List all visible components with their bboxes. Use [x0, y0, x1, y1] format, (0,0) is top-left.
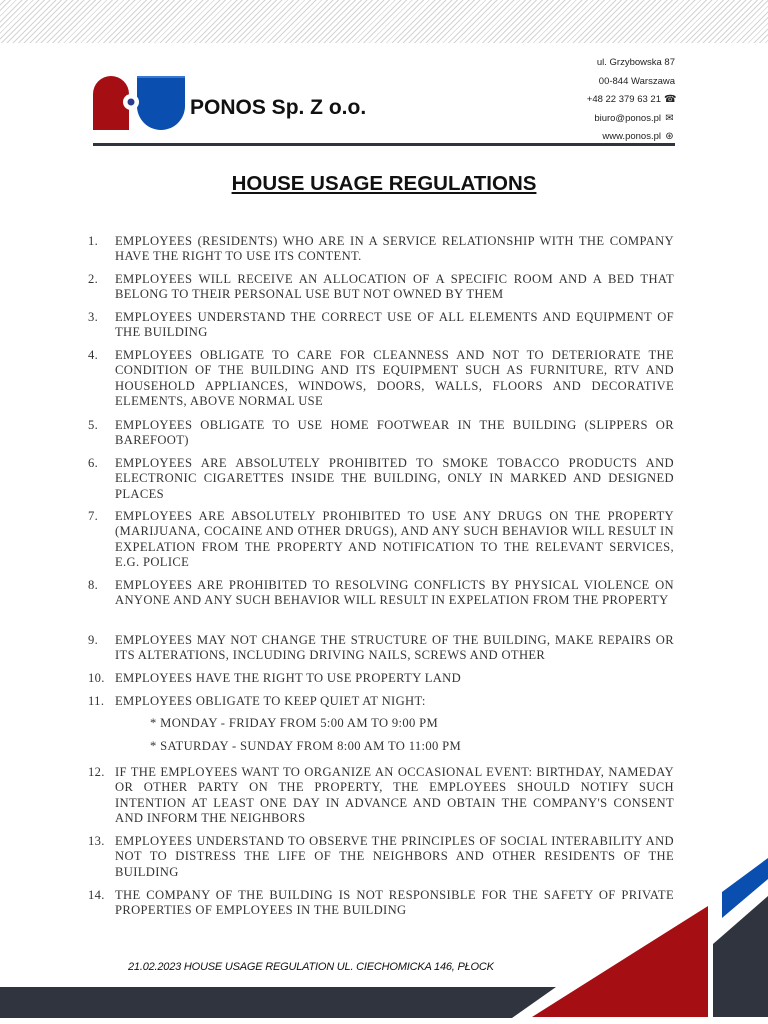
item-text: EMPLOYEES MAY NOT CHANGE THE STRUCTURE OF THE BUILDING, MAKE REPAIRS OR ITS ALTERATIONS, INCLUDING DRIVING NAILS, SCREWS AND OTHER: [115, 633, 674, 663]
item-number: 10.: [88, 671, 105, 685]
item-number: 8.: [88, 578, 99, 592]
item-text: EMPLOYEES WILL RECEIVE AN ALLOCATION OF A SPECIFIC ROOM AND A BED THAT BELONG TO THEIR PERSONAL USE BUT NOT OWNED BY THEM: [115, 272, 674, 302]
item-text: THE COMPANY OF THE BUILDING IS NOT RESPONSIBLE FOR THE SAFETY OF PRIVATE PROPERTIES OF EMPLOYEES IN THE BUILDING: [115, 888, 674, 918]
item-number: 4.: [88, 348, 99, 362]
quiet-hours-weekend: * SATURDAY - SUNDAY FROM 8:00 AM TO 11:00 PM: [150, 739, 462, 753]
quiet-hours-weekdays: * MONDAY - FRIDAY FROM 5:00 AM TO 9:00 PM: [150, 716, 439, 730]
phone: +48 22 379 63 21: [586, 94, 661, 105]
item-text: IF THE EMPLOYEES WANT TO ORGANIZE AN OCCASIONAL EVENT: BIRTHDAY, NAMEDAY OR OTHER PARTY ON THE PROPERTY, THE EMPLOYEES SHOULD NOTIFY SUCH INTENTION AT LEAST ONE DAY IN ADVANCE AND OBTAIN THE COMPANY'S CONSENT AND INFORM THE NEIGHBORS: [115, 765, 674, 825]
item-number: 1.: [88, 234, 99, 248]
company-name: PONOS Sp. Z o.o.: [190, 96, 367, 119]
item-number: 12.: [88, 765, 105, 779]
item-text: EMPLOYEES OBLIGATE TO KEEP QUIET AT NIGHT:: [115, 694, 426, 708]
item-number: 3.: [88, 310, 99, 324]
item-text: EMPLOYEES OBLIGATE TO USE HOME FOOTWEAR IN THE BUILDING (SLIPPERS OR BAREFOOT): [115, 418, 674, 448]
envelope-icon: ✉: [665, 112, 674, 124]
address-line1: ul. Grzybowska 87: [596, 57, 675, 68]
website[interactable]: www.ponos.pl: [602, 131, 661, 142]
item-text: EMPLOYEES ARE ABSOLUTELY PROHIBITED TO SMOKE TOBACCO PRODUCTS AND ELECTRONIC CIGARETTES INSIDE THE BUILDING, ONLY IN MARKED AND DESIGNED PLACES: [115, 456, 674, 501]
item-number: 6.: [88, 456, 99, 470]
footer-red-triangle: [532, 906, 708, 1017]
email[interactable]: biuro@ponos.pl: [594, 112, 661, 124]
item-text: EMPLOYEES (RESIDENTS) WHO ARE IN A SERVICE RELATIONSHIP WITH THE COMPANY HAVE THE RIGHT TO USE ITS CONTENT.: [115, 234, 674, 264]
page-title: HOUSE USAGE REGULATIONS: [231, 172, 537, 195]
globe-icon: ⊛: [665, 131, 674, 142]
item-number: 5.: [88, 418, 99, 432]
phone-icon: ☎: [664, 94, 677, 105]
footer-dark-shape: [713, 896, 768, 1017]
item-number: 7.: [88, 509, 99, 523]
footer-text: 21.02.2023 HOUSE USAGE REGULATION UL. CIECHOMICKA 146, PŁOCK: [128, 961, 494, 973]
item-text: EMPLOYEES UNDERSTAND THE CORRECT USE OF ALL ELEMENTS AND EQUIPMENT OF THE BUILDING: [115, 310, 674, 340]
item-text: EMPLOYEES OBLIGATE TO CARE FOR CLEANNESS AND NOT TO DETERIORATE THE CONDITION OF THE BUILDING AND ITS EQUIPMENT SUCH AS FURNITURE, RTV AND HOUSEHOLD APPLIANCES, WINDOWS, DOORS, WALLS, FLOORS AND DECORATIVE ELEMENTS, ABOVE NORMAL USE: [115, 348, 674, 408]
address-line2: 00-844 Warszawa: [598, 75, 675, 87]
item-text: EMPLOYEES UNDERSTAND TO OBSERVE THE PRINCIPLES OF SOCIAL INTERABILITY AND NOT TO DISTRESS THE LIFE OF THE NEIGHBORS AND OTHER RESIDENTS OF THE BUILDING: [115, 834, 674, 879]
item-number: 9.: [88, 633, 99, 647]
item-number: 14.: [88, 888, 105, 902]
item-text: EMPLOYEES ARE PROHIBITED TO RESOLVING CONFLICTS BY PHYSICAL VIOLENCE ON ANYONE AND ANY SUCH BEHAVIOR WILL RESULT IN EXPELATION FROM THE PROPERTY: [115, 578, 674, 608]
item-text: EMPLOYEES HAVE THE RIGHT TO USE PROPERTY LAND: [115, 671, 462, 685]
item-number: 13.: [88, 834, 105, 848]
item-number: 11.: [88, 694, 105, 708]
item-text: EMPLOYEES ARE ABSOLUTELY PROHIBITED TO USE ANY DRUGS ON THE PROPERTY (MARIJUANA, COCAINE AND OTHER DRUGS), AND ANY SUCH BEHAVIOR WILL RESULT IN EXPELATION FROM THE PROPERTY AND NOTIFICATION TO THE RELEVANT SERVICES, E.G. POLICE: [115, 509, 674, 569]
footer-dark-bar: [0, 987, 556, 1018]
item-number: 2.: [88, 272, 99, 286]
